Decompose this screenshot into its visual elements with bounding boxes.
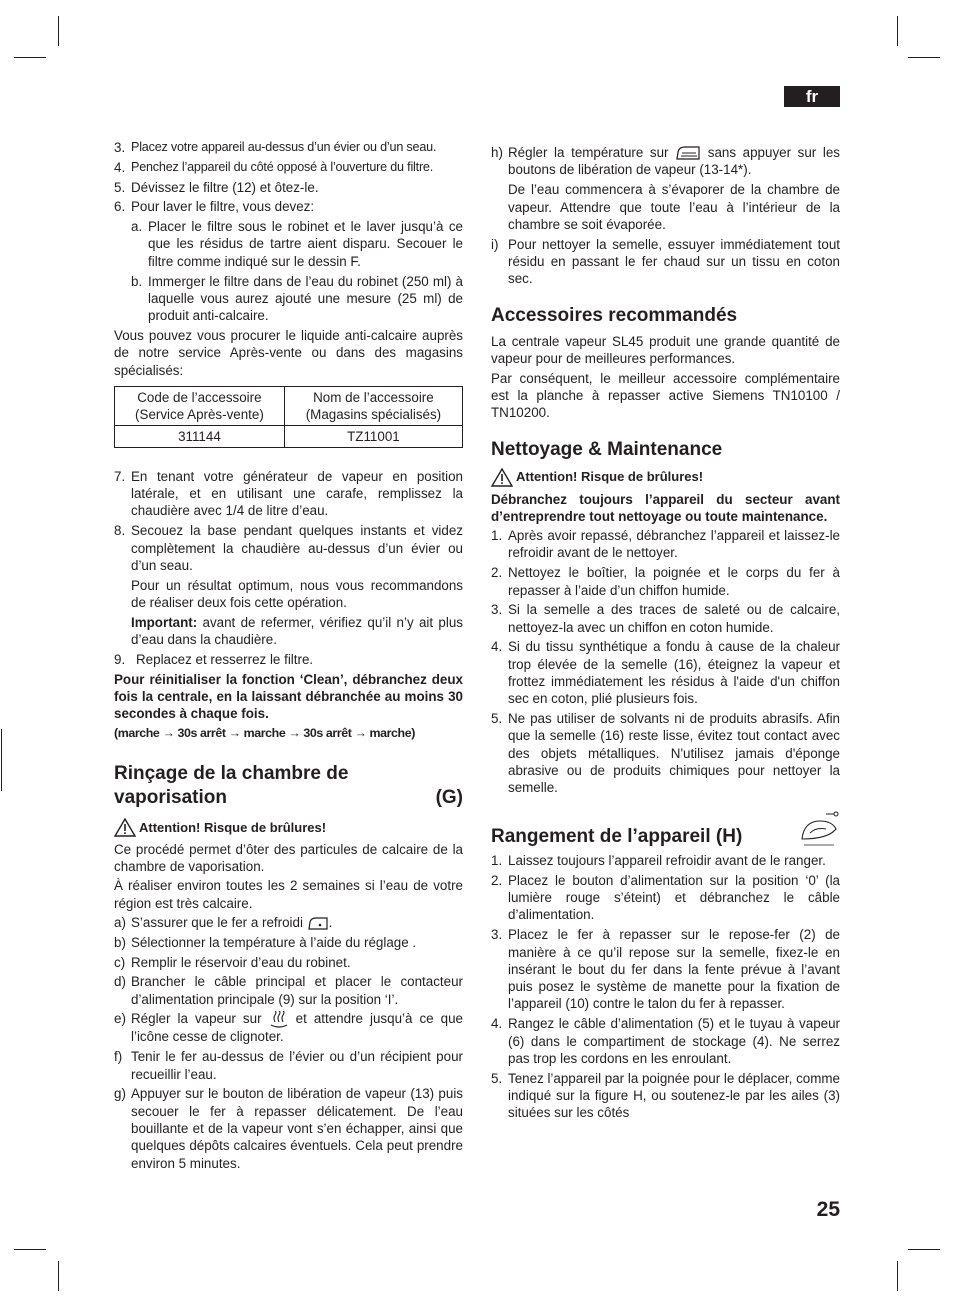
list-item: 5. Dévissez le filtre (12) et ôtez-le. xyxy=(114,179,319,195)
right-column xyxy=(491,144,840,1124)
heading-rincage: Rinçage de la chambre de vaporisation (G) xyxy=(114,762,463,808)
paragraph: À réaliser environ toutes les 2 semaines si l’eau de votre région est très calcaire. xyxy=(114,878,463,911)
language-tab: fr xyxy=(784,86,840,107)
crop-mark xyxy=(14,57,46,58)
clean-sequence: (marche → 30s arrêt → marche → 30s arrêt → marche) xyxy=(114,725,415,740)
accessory-table xyxy=(114,386,463,448)
list-item: 2. Nettoyez le boîtier, la poignée et le corps du fer à repasser à l’aide d’un chiffon humide. xyxy=(491,565,840,598)
list-item: 4. Penchez l’appareil du côté opposé à l’ouverture du filtre. xyxy=(114,159,434,175)
iron-max-temperature-icon xyxy=(675,145,701,161)
list-item: 7. En tenant votre générateur de vapeur en position latérale, et en utilisant une carafe, remplissez la chaudière avec 1/4 de litre d’eau. xyxy=(114,468,463,519)
step-h: h) Régler la température sur sans appuyer sur les boutons de libération de vapeur (13-14*). xyxy=(491,145,840,178)
crop-mark xyxy=(14,1249,46,1250)
list-item: 5. Ne pas utiliser de solvants ni de produits abrasifs. Afin que la semelle (16) reste lisse, évitez tout contact avec des objets métalliques. N'utilisez jamais d'éponge abrasive ou de produits chimiques pour nettoyer la semelle. xyxy=(491,711,840,796)
list-item: 3. Si la semelle a des traces de saleté ou de calcaire, nettoyez-la avec un chiffon en coton humide. xyxy=(491,602,840,635)
step-c: c) Remplir le réservoir d’eau du robinet. xyxy=(114,954,351,970)
step-g: g) Appuyer sur le bouton de libération de vapeur (13) puis secouer le fer à repasser délicatement. De l’eau bouillante et de la vapeur vont s’en échapper, ainsi que quelques dépôts calcaires éventuels. Cela peut prendre environ 5 minutes. xyxy=(114,1086,463,1171)
list-item: 8. Secouez la base pendant quelques instants et videz complètement la chaudière au-dessus d’un évier ou d’un seau. xyxy=(114,523,463,573)
table-cell: TZ11001 xyxy=(284,425,462,447)
warning-triangle-icon xyxy=(114,818,136,837)
iron-temperature-icon xyxy=(307,916,329,931)
step-i: i) Pour nettoyer la semelle, essuyer immédiatement tout résidu en passant le fer chaud sur un tissu en coton sec. xyxy=(491,236,840,287)
paragraph: La centrale vapeur SL45 produit une grande quantité de vapeur pour de meilleures performances. xyxy=(491,334,840,367)
step-d: d) Brancher le câble principal et placer le contacteur d’alimentation principale (9) sur la position ‘I’. xyxy=(114,974,463,1007)
left-column xyxy=(114,139,463,1174)
step-h-continuation: De l’eau commencera à s’évaporer de la chambre de vapeur. Attendre que toute l’eau à l’intérieur de la chambre se soit évaporée. xyxy=(508,182,840,232)
crop-mark xyxy=(58,16,59,46)
crop-mark xyxy=(908,57,940,58)
list-item: 3. Placez le fer à repasser sur le repose-fer (2) de manière à ce qu’il repose sur la semelle, fixez-le en insérant le bout du fer dans la fente prévue à l’avant puis posez le système de manette pour la fixation de l’appareil (10) contre le talon du fer à repasser. xyxy=(491,927,840,1012)
crop-mark xyxy=(897,1261,898,1291)
crop-mark xyxy=(908,1249,940,1250)
list-item: 4. Si du tissu synthétique a fondu à cause de la chaleur trop élevée de la semelle (16), éteignez la vapeur et frottez immédiatement les résidus à l'aide d'un chiffon sec en coton, plié plusieurs fois. xyxy=(491,639,840,707)
table-cell: 311144 xyxy=(115,425,285,447)
page-number: 25 xyxy=(816,1198,840,1221)
intro-paragraph: Vous pouvez vous procurer le liquide anti-calcaire auprès de notre service Après-vente ou dans des magasins spécialisés: xyxy=(114,327,463,378)
list-item: 5. Tenez l’appareil par la poignée pour le déplacer, comme indiqué sur la figure H, ou soutenez-le par les ailes (3) situées sur les côtés xyxy=(491,1070,840,1121)
rangement-header xyxy=(491,809,840,849)
list-item: 2. Placez le bouton d’alimentation sur la position ‘0’ (la lumière rouge s’éteint) et débranchez le câble d’alimentation. xyxy=(491,872,840,923)
step-f: f) Tenir le fer au-dessus de l’évier ou d’un récipient pour recueillir l’eau. xyxy=(114,1049,463,1082)
list-item: 1. Après avoir repassé, débranchez l’appareil et laissez-le refroidir avant de le nettoyer. xyxy=(491,528,840,561)
list-item: 1. Laissez toujours l’appareil refroidir avant de le ranger. xyxy=(491,853,826,869)
table-header-code: Code de l’accessoire (Service Après-vente) xyxy=(115,386,285,425)
crop-mark xyxy=(897,16,898,46)
list-item: a. Placer le filtre sous le robinet et le laver jusqu’à ce que les résidus de tartre aient disparu. Secouer le filtre comme indiqué sur le dessin F. xyxy=(131,219,463,269)
clean-reset-paragraph: Pour réinitialiser la fonction ‘Clean’, débranchez deux fois la centrale, en la laissant débranchée au moins 30 secondes à chaque fois. xyxy=(114,671,463,722)
list-item-continuation: Pour un résultat optimum, nous vous recommandons de réaliser deux fois cette opération. xyxy=(131,577,463,610)
heading-nettoyage: Nettoyage & Maintenance xyxy=(491,438,723,460)
paragraph: Par conséquent, le meilleur accessoire complémentaire est la planche à repasser active Siemens TN10100 / TN10200. xyxy=(491,370,840,421)
paragraph: Ce procédé permet d’ôter des particules de calcaire de la chambre de vaporisation. xyxy=(114,841,463,875)
registration-mark xyxy=(1,729,2,791)
step-b: b) Sélectionner la température à l’aide du réglage . xyxy=(114,934,417,950)
list-item: 6. Pour laver le filtre, vous devez: xyxy=(114,199,315,215)
heading-rangement: Rangement de l’appareil (H) xyxy=(491,826,743,848)
steam-icon xyxy=(269,1011,289,1028)
warning-triangle-icon xyxy=(491,468,513,487)
safety-bold-paragraph: Débranchez toujours l’appareil du secteur avant d’entreprendre tout nettoyage ou toute maintenance. xyxy=(491,491,840,524)
important-note: Important: avant de refermer, vérifiez qu’il n’y ait plus d’eau dans la chaudière. xyxy=(131,614,463,648)
iron-storage-icon xyxy=(798,809,840,849)
step-e: e) Régler la vapeur sur et attendre jusqu’à ce que l’icône cesse de clignoter. xyxy=(114,1011,463,1045)
step-a: a) S’assurer que le fer a refroidi . xyxy=(114,915,333,930)
table-header-name: Nom de l’accessoire (Magasins spécialisés) xyxy=(284,386,462,425)
heading-accessoires: Accessoires recommandés xyxy=(491,305,738,327)
list-item: 3. Placez votre appareil au-dessus d’un évier ou d’un seau. xyxy=(114,140,437,155)
warning-notice: Attention! Risque de brûlures! xyxy=(491,468,840,487)
list-item: b. Immerger le filtre dans de l’eau du robinet (250 ml) à laquelle vous aurez ajouté une mesure (25 ml) de produit anti-calcaire. xyxy=(131,273,463,324)
list-item: 4. Rangez le câble d’alimentation (5) et le tuyau à vapeur (6) dans le compartiment de stockage (4). Ne serrez pas trop les cordons en les enroulant. xyxy=(491,1016,840,1066)
warning-notice: Attention! Risque de brûlures! xyxy=(114,818,463,837)
list-item: 9. Replacez et resserrez le filtre. xyxy=(114,651,314,667)
crop-mark xyxy=(58,1261,59,1291)
